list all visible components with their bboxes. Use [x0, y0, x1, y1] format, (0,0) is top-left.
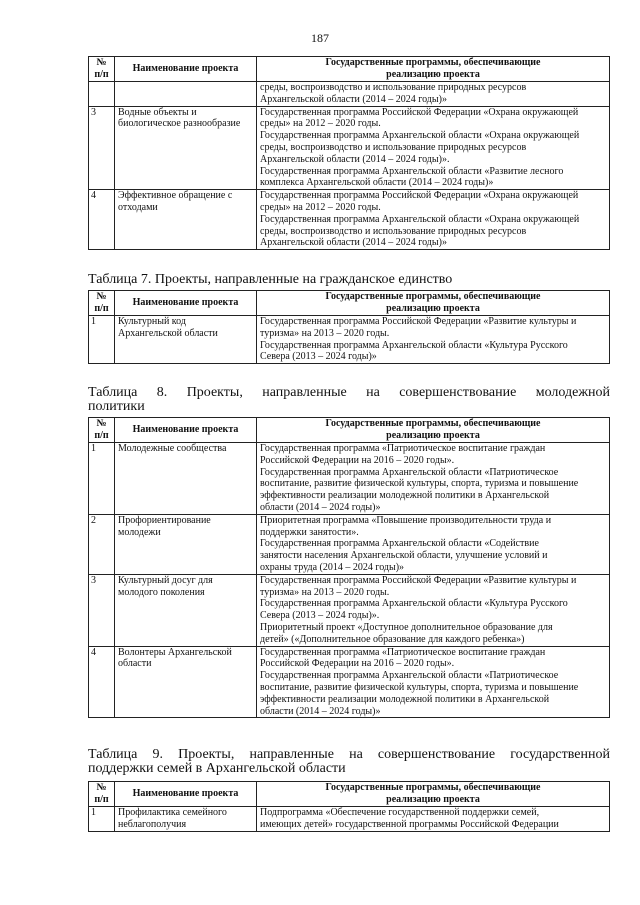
header-programs: Государственные программы, обеспечивающие реализацию проекта — [257, 291, 610, 316]
row-project-name: Профилактика семейного неблагополучия — [115, 807, 257, 832]
row-programs: Государственная программа Российской Федерации «Охрана окружающей среды» на 2012 – 2020 годы. Государственная программа Архангельской области «Охрана окружающей среды, воспроизводство и использование природных ресурсов Архангельской области (2014 – 2024 годы)». Государственная программа Архангельской области «Развитие лесного комплекса Архангельской области (2014 – 2024 годы)» — [257, 106, 610, 190]
row-project-name: Эффективное обращение с отходами — [115, 190, 257, 250]
row-number: 2 — [89, 514, 115, 574]
header-number: № п/п — [89, 291, 115, 316]
row-programs: Государственная программа «Патриотическое воспитание граждан Российской Федерации на 2016 – 2020 годы». Государственная программа Архангельской области «Патриотическое воспитание, развитие физической культуры, спорта, туризма и повышение эффективности реализации молодежной политики в Архангельской области (2014 – 2024 годы)» — [257, 646, 610, 718]
table-row — [89, 190, 610, 250]
row-number: 3 — [89, 106, 115, 190]
row-programs: Государственная программа Российской Федерации «Развитие культуры и туризма» на 2013 – 2020 годы. Государственная программа Архангельской области «Культура Русского Севера (2013 – 2024 годы)» — [257, 316, 610, 364]
row-project-name: Молодежные сообщества — [115, 443, 257, 515]
header-project-name: Наименование проекта — [115, 782, 257, 807]
row-number: 4 — [89, 646, 115, 718]
row-programs: Государственная программа «Патриотическое воспитание граждан Российской Федерации на 2016 – 2020 годы». Государственная программа Архангельской области «Патриотическое воспитание, развитие физической культуры, спорта, туризма и повышение эффективности реализации молодежной политики в Архангельской области (2014 – 2024 годы)» — [257, 443, 610, 515]
table9-caption-line1: Таблица 9. Проекты, направленные на совершенствование государственной — [88, 747, 610, 762]
row-programs: Государственная программа Российской Федерации «Охрана окружающей среды» на 2012 – 2020 годы. Государственная программа Архангельской области «Охрана окружающей среды, воспроизводство и использование природных ресурсов Архангельской области (2014 – 2024 годы)» — [257, 190, 610, 250]
row-number: 1 — [89, 443, 115, 515]
table-row — [89, 514, 610, 574]
row-number — [89, 82, 115, 107]
table-row — [89, 82, 610, 107]
row-project-name: Волонтеры Архангельской области — [115, 646, 257, 718]
table9-caption — [88, 748, 610, 776]
row-project-name: Водные объекты и биологическое разнообразие — [115, 106, 257, 190]
row-project-name: Культурный досуг для молодого поколения — [115, 574, 257, 646]
row-project-name: Культурный код Архангельской области — [115, 316, 257, 364]
table8-caption-line1: Таблица 8. Проекты, направленные на совершенствование молодежной — [88, 385, 610, 400]
row-project-name: Профориентирование молодежи — [115, 514, 257, 574]
table7 — [88, 290, 610, 364]
table-row — [89, 574, 610, 646]
header-number: № п/п — [89, 418, 115, 443]
table-row — [89, 646, 610, 718]
table7-caption: Таблица 7. Проекты, направленные на гражданское единство — [88, 272, 453, 287]
page-number: 187 — [311, 31, 329, 45]
table9 — [88, 781, 610, 832]
table-row — [89, 316, 610, 364]
row-project-name — [115, 82, 257, 107]
table9-caption-line2: поддержки семей в Архангельской области — [88, 761, 346, 776]
header-number: № п/п — [89, 782, 115, 807]
row-number: 1 — [89, 807, 115, 832]
header-programs: Государственные программы, обеспечивающие реализацию проекта — [257, 57, 610, 82]
row-programs: Подпрограмма «Обеспечение государственной поддержки семей, имеющих детей» государственной программы Российской Федерации — [257, 807, 610, 832]
header-project-name: Наименование проекта — [115, 291, 257, 316]
header-number: № п/п — [89, 57, 115, 82]
header-programs: Государственные программы, обеспечивающие реализацию проекта — [257, 418, 610, 443]
row-number: 4 — [89, 190, 115, 250]
table8-caption — [88, 386, 610, 414]
header-programs: Государственные программы, обеспечивающие реализацию проекта — [257, 782, 610, 807]
header-project-name: Наименование проекта — [115, 57, 257, 82]
header-project-name: Наименование проекта — [115, 418, 257, 443]
projects-table-continued — [88, 56, 610, 250]
table8 — [88, 417, 610, 718]
row-programs: Государственная программа Российской Федерации «Развитие культуры и туризма» на 2013 – 2020 годы. Государственная программа Архангельской области «Культура Русского Севера (2013 – 2024 годы)». Приоритетный проект «Доступное дополнительное образование для детей» («Дополнительное образование для каждого ребенка») — [257, 574, 610, 646]
table-row — [89, 443, 610, 515]
row-number: 3 — [89, 574, 115, 646]
row-programs: среды, воспроизводство и использование природных ресурсов Архангельской области (2014 – 2024 годы)» — [257, 82, 610, 107]
table8-caption-line2: политики — [88, 399, 145, 414]
table-row — [89, 106, 610, 190]
row-programs: Приоритетная программа «Повышение производительности труда и поддержки занятости». Государственная программа Архангельской области «Содействие занятости населения Архангельской области, улучшение условий и охраны труда (2014 – 2024 годы)» — [257, 514, 610, 574]
table-row — [89, 807, 610, 832]
row-number: 1 — [89, 316, 115, 364]
